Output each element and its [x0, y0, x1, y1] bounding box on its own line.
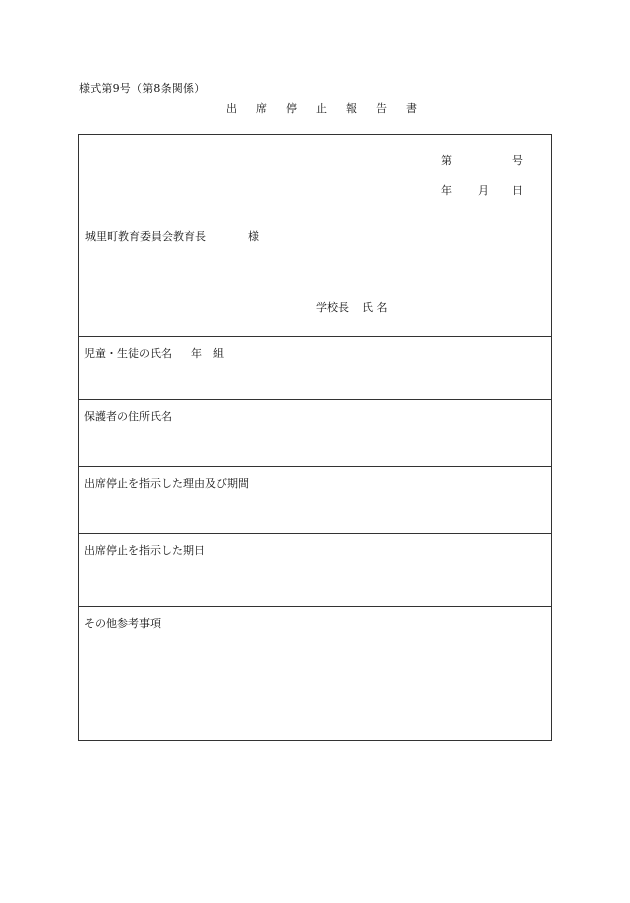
title-char: 停 [286, 102, 297, 115]
title-char: 告 [376, 102, 387, 115]
guardian-label: 保護者の住所氏名 [84, 410, 172, 423]
number-suffix: 号 [512, 154, 523, 167]
title-char: 報 [346, 102, 357, 115]
addressee: 城里町教育委員会教育長 [85, 230, 206, 243]
number-prefix: 第 [441, 154, 452, 167]
report-form [78, 134, 552, 741]
principal-name-label: 氏 名 [362, 301, 388, 314]
class-label: 組 [213, 347, 224, 360]
title-char: 席 [256, 102, 267, 115]
principal-label: 学校長 [316, 301, 349, 314]
instruction-date-label: 出席停止を指示した期日 [84, 544, 205, 557]
reason-period-label: 出席停止を指示した理由及び期間 [84, 477, 249, 490]
grade-label: 年 [191, 347, 202, 360]
student-name-label: 児童・生徒の氏名 [84, 347, 172, 360]
date-year-label: 年 [441, 184, 452, 197]
student-name-row [79, 336, 551, 399]
date-day-label: 日 [512, 184, 523, 197]
other-notes-label: その他参考事項 [84, 617, 161, 630]
title-char: 出 [226, 102, 237, 115]
date-month-label: 月 [478, 184, 489, 197]
title-char: 止 [316, 102, 327, 115]
form-reference: 様式第9号（第8条関係） [79, 82, 206, 95]
title-char: 書 [406, 102, 417, 115]
reason-period-row [79, 466, 551, 534]
honorific: 様 [248, 230, 259, 243]
document-title [226, 100, 417, 116]
guardian-row [79, 399, 551, 467]
other-notes-row [79, 606, 551, 741]
instruction-date-row [79, 533, 551, 607]
